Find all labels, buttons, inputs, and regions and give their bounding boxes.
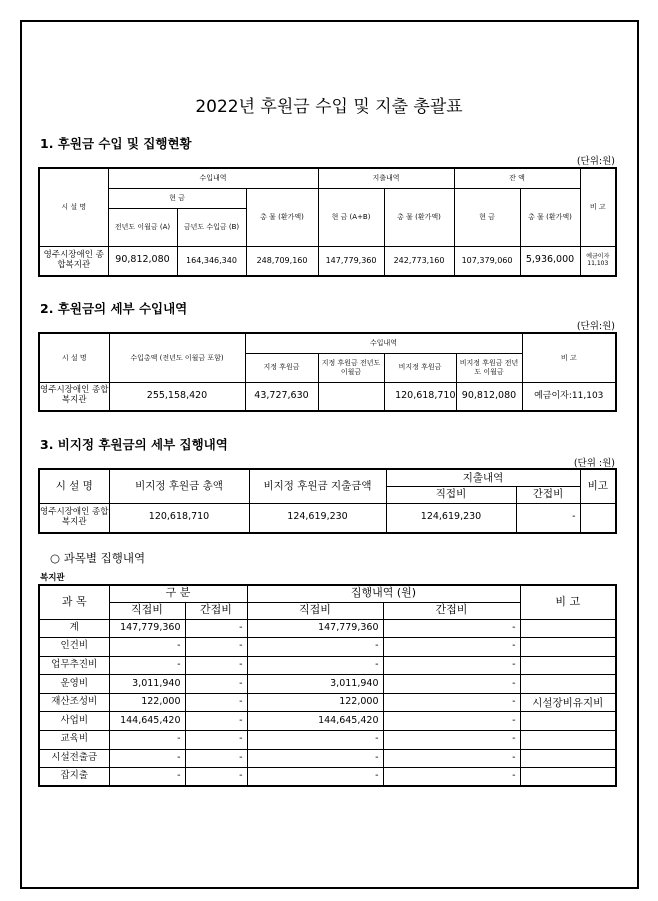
t4-note-header: 비 고 [520, 585, 616, 619]
t4-cell-category-direct: - [109, 768, 185, 787]
t4-cell-note [520, 656, 616, 675]
t4-cell-executed-direct: 3,011,940 [247, 675, 383, 694]
t4-subject-header: 과 목 [39, 585, 109, 619]
t2-nondesignated-header: 비지정 후원금 [384, 353, 456, 382]
t4-cell-subject: 업무추진비 [39, 656, 109, 675]
t4-indirect2-header: 간접비 [383, 602, 520, 619]
t1-prev-carry-header: 전년도 이월금 (A) [108, 208, 177, 246]
section3-heading: 3. 비지정 후원금의 세부 집행내역 [40, 437, 228, 452]
t4-cell-note [520, 749, 616, 768]
t3-direct: 124,619,230 [386, 503, 516, 533]
t1-bal-cash: 107,379,060 [454, 246, 520, 276]
t4-cell-note [520, 619, 616, 638]
t4-cell-subject: 교육비 [39, 731, 109, 750]
t4-cell-category-indirect: - [185, 638, 247, 657]
t3-facility: 영주시장애인 종합복지관 [39, 503, 109, 533]
t3-note [580, 503, 616, 533]
t4-cell-category-indirect: - [185, 656, 247, 675]
t4-cell-subject: 인건비 [39, 638, 109, 657]
table-row [39, 768, 616, 787]
t2-designated-carry-header: 지정 후원금 전년도 이월금 [318, 353, 384, 382]
t4-cell-category-direct: 3,011,940 [109, 675, 185, 694]
t4-cell-subject: 재산조성비 [39, 693, 109, 712]
t4-direct-header: 직접비 [109, 602, 185, 619]
t2-note: 예금이자:11,103 [522, 382, 616, 411]
income-detail-table [38, 332, 617, 412]
t1-income-header: 수입내역 [108, 168, 318, 188]
t2-designated-header: 지정 후원금 [245, 353, 318, 382]
t4-cell-executed-direct: - [247, 768, 383, 787]
t3-facility-header: 시 설 명 [39, 469, 109, 503]
t2-nondesignated: 120,618,710 [384, 382, 456, 411]
t4-cell-executed-direct: - [247, 731, 383, 750]
table-row [39, 656, 616, 675]
t1-curr-income: 164,346,340 [177, 246, 246, 276]
t4-cell-note [520, 712, 616, 731]
t4-cell-category-indirect: - [185, 675, 247, 694]
table-row [39, 749, 616, 768]
t4-cell-executed-indirect: - [383, 749, 520, 768]
t1-curr-income-header: 금년도 수입금 (B) [177, 208, 246, 246]
t2-nondesignated-carry: 90,812,080 [456, 382, 522, 411]
t4-cell-executed-indirect: - [383, 693, 520, 712]
t4-cell-category-direct: - [109, 749, 185, 768]
table-row [39, 675, 616, 694]
t4-cell-executed-indirect: - [383, 638, 520, 657]
nondesignated-exec-table [38, 468, 617, 534]
t3-spent-header: 비지정 후원금 지출금액 [249, 469, 386, 503]
section2-heading: 2. 후원금의 세부 수입내역 [40, 301, 188, 316]
section4-subheading: 복지관 [40, 573, 65, 583]
table-row [39, 638, 616, 657]
t1-facility-header: 시 설 명 [39, 168, 108, 246]
t1-cash-ab-header: 현 금 (A+B) [318, 188, 384, 246]
t4-cell-category-direct: 122,000 [109, 693, 185, 712]
t4-direct2-header: 직접비 [247, 602, 383, 619]
t1-prev-carry: 90,812,080 [108, 246, 177, 276]
t4-cell-note [520, 638, 616, 657]
t4-cell-executed-indirect: - [383, 731, 520, 750]
t4-cell-subject: 사업비 [39, 712, 109, 731]
t1-goods-conv-header: 총 물 (환가액) [384, 188, 454, 246]
t4-cell-executed-direct: - [247, 656, 383, 675]
t4-cell-category-indirect: - [185, 712, 247, 731]
t2-note-header: 비 고 [522, 333, 616, 382]
t4-cell-subject: 시설전출금 [39, 749, 109, 768]
t4-cell-note: 시설장비유지비 [520, 693, 616, 712]
section2-unit: (단위:원) [576, 321, 615, 332]
t2-total: 255,158,420 [109, 382, 245, 411]
t1-balance-header: 잔 액 [454, 168, 580, 188]
subject-exec-table [38, 584, 617, 787]
t4-cell-executed-indirect: - [383, 675, 520, 694]
t4-executed-header: 집행내역 (원) [247, 585, 520, 602]
t4-cell-note [520, 731, 616, 750]
t3-total: 120,618,710 [109, 503, 249, 533]
t1-total-conv: 248,709,160 [246, 246, 318, 276]
t4-indirect-header: 간접비 [185, 602, 247, 619]
t2-facility-header: 시 설 명 [39, 333, 109, 382]
income-expense-table [38, 167, 617, 277]
table-row [39, 693, 616, 712]
t1-bal-cash-header: 현 금 [454, 188, 520, 246]
t4-cell-note [520, 768, 616, 787]
t1-exp-goods: 242,773,160 [384, 246, 454, 276]
t3-detail-header: 지출내역 [386, 469, 580, 486]
t4-cell-category-indirect: - [185, 768, 247, 787]
t4-cell-executed-indirect: - [383, 768, 520, 787]
t4-cell-subject: 잡지출 [39, 768, 109, 787]
t1-facility: 영주시장애인 종합복지관 [39, 246, 108, 276]
t4-cell-executed-direct: 147,779,360 [247, 619, 383, 638]
section3-unit: (단위 :원) [573, 458, 615, 469]
t1-total-conv-header: 총 물 (환가액) [246, 188, 318, 246]
t3-spent: 124,619,230 [249, 503, 386, 533]
t1-exp-cash: 147,779,360 [318, 246, 384, 276]
t4-cell-category-direct: - [109, 638, 185, 657]
t3-indirect-header: 간접비 [516, 486, 580, 503]
t3-total-header: 비지정 후원금 총액 [109, 469, 249, 503]
t4-body [39, 619, 616, 786]
section4-heading: ○ 과목별 집행내역 [50, 551, 146, 565]
t4-cell-category-direct: - [109, 731, 185, 750]
t4-cell-category-direct: - [109, 656, 185, 675]
t4-cell-category-indirect: - [185, 619, 247, 638]
t2-nondesignated-carry-header: 비지정 후원금 전년도 이월금 [456, 353, 522, 382]
t3-indirect: - [516, 503, 580, 533]
t4-cell-executed-direct: 144,645,420 [247, 712, 383, 731]
t2-total-header: 수입총액 (전년도 이월금 포함) [109, 333, 245, 382]
t2-facility: 영주시장애인 종합복지관 [39, 382, 109, 411]
t4-cell-category-indirect: - [185, 731, 247, 750]
t3-direct-header: 직접비 [386, 486, 516, 503]
t4-cell-executed-indirect: - [383, 656, 520, 675]
t4-category-header: 구 분 [109, 585, 247, 602]
table-row [39, 731, 616, 750]
t4-cell-executed-direct: - [247, 749, 383, 768]
t4-cell-note [520, 675, 616, 694]
t1-note: 예금이자 11,103 [580, 246, 616, 276]
t4-cell-category-indirect: - [185, 749, 247, 768]
t1-note-header: 비 고 [580, 168, 616, 246]
t4-cell-category-indirect: - [185, 693, 247, 712]
t4-cell-executed-direct: - [247, 638, 383, 657]
t4-cell-category-direct: 144,645,420 [109, 712, 185, 731]
t2-income-header: 수입내역 [245, 333, 522, 353]
t4-cell-executed-direct: 122,000 [247, 693, 383, 712]
table-row [39, 619, 616, 638]
t4-cell-subject: 운영비 [39, 675, 109, 694]
t2-designated: 43,727,630 [245, 382, 318, 411]
t4-cell-category-direct: 147,779,360 [109, 619, 185, 638]
t4-cell-executed-indirect: - [383, 619, 520, 638]
t1-bal-goods: 5,936,000 [520, 246, 580, 276]
section1-unit: (단위:원) [576, 156, 615, 167]
section1-heading: 1. 후원금 수입 및 집행현황 [40, 136, 192, 151]
t3-note-header: 비고 [580, 469, 616, 503]
t4-cell-subject: 계 [39, 619, 109, 638]
t1-bal-goods-header: 총 물 (환가액) [520, 188, 580, 246]
t4-cell-executed-indirect: - [383, 712, 520, 731]
t1-cash-header: 현 금 [108, 188, 246, 208]
page-title: 2022년 후원금 수입 및 지출 총괄표 [195, 97, 463, 117]
t2-designated-carry [318, 382, 384, 411]
t1-expense-header: 지출내역 [318, 168, 454, 188]
table-row [39, 712, 616, 731]
